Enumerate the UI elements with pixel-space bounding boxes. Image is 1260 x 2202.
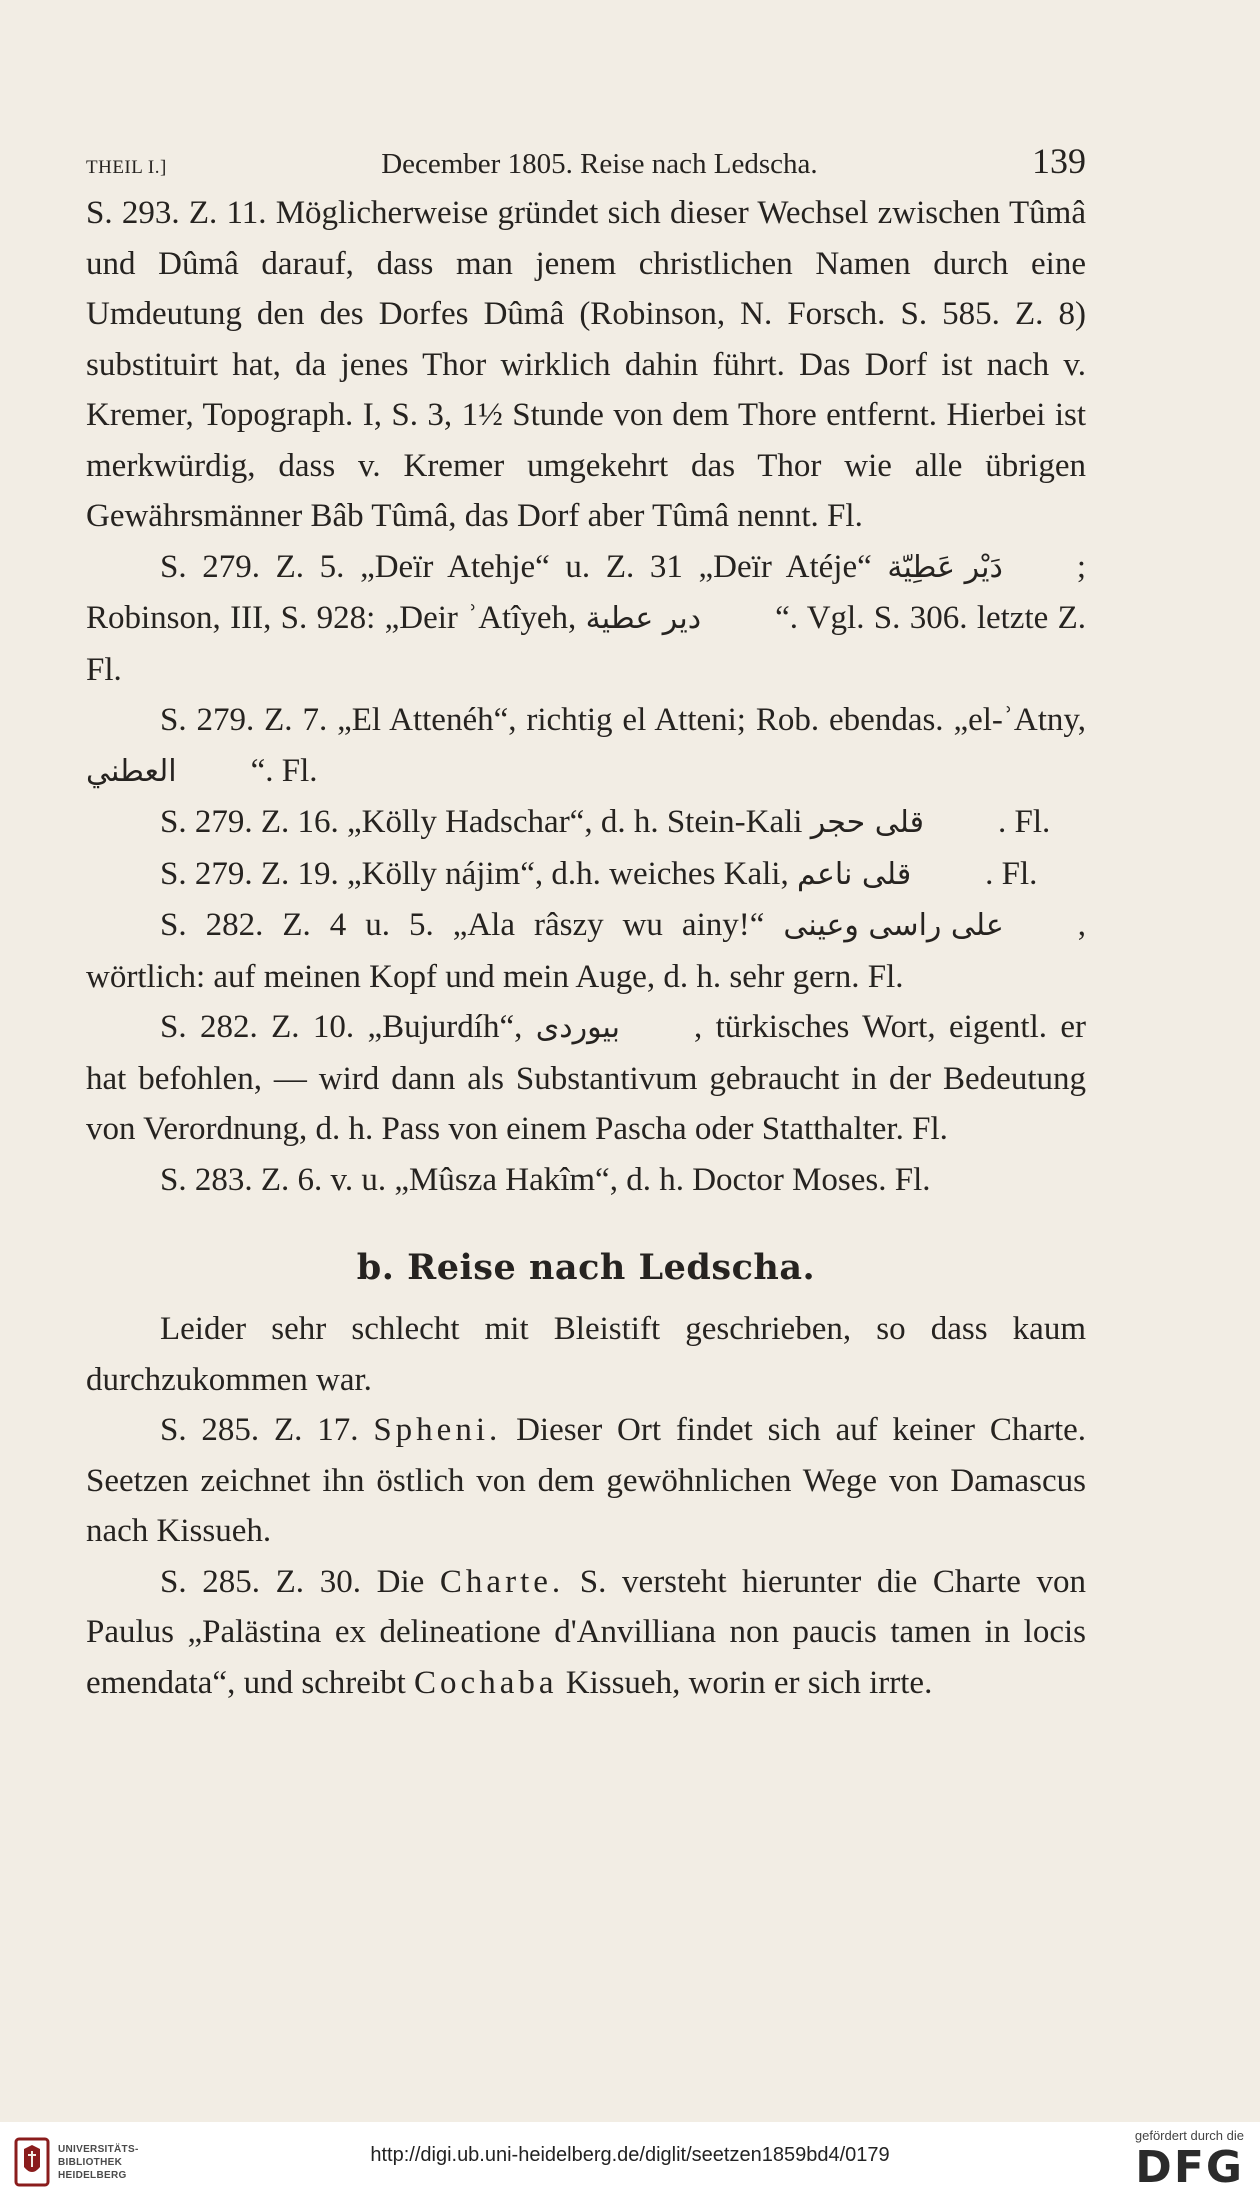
arabic-text: قلى ناعم <box>796 856 912 892</box>
entry-282-4 <box>86 900 1086 1002</box>
entry-text: S. 279. Z. 16. „Kölly Hadschar“, d. h. Stein-Kali <box>160 804 803 840</box>
entry-text: S. 282. Z. 4 u. 5. „Ala râszy wu ainy!“ <box>160 907 765 943</box>
dfg-logo: DFG <box>1135 2142 1244 2193</box>
logo-line: HEIDELBERG <box>58 2169 127 2181</box>
entry-text: S. 279. Z. 5. „Deïr Atehje“ u. Z. 31 „Deïr Atéje“ <box>160 548 872 585</box>
entry-text: S. 279. Z. 7. „El Attenéh“, richtig el Atteni; Rob. ebendas. „el-ʾAtny, <box>160 702 1086 738</box>
entry-text: “. Vgl. S. 306. letzte Z. Fl. <box>86 600 1087 688</box>
logo-text <box>58 2143 139 2182</box>
entry-text: , türkisches Wort, eigentl. er hat befohlen, — wird dann als Substantivum gebraucht in der Bedeutung von Verordnung, d. h. Pass von einem Pascha oder Statthalter. Fl. <box>86 1009 1086 1147</box>
paragraph-note-293: S. 293. Z. 11. Möglicherweise gründet sich dieser Wechsel zwischen Tûmâ und Dûmâ darauf, dass man jenem christlichen Namen durch eine Umdeutung den des Dorfes Dûmâ (Robinson, N. Forsch. S. 585. Z. 8) substituirt hat, da jenes Thor wirklich dahin führt. Das Dorf ist nach v. Kremer, Topograph. I, S. 3, 1½ Stunde von dem Thore entfernt. Hierbei ist merkwürdig, dass v. Kremer umgekehrt das Thor wie alle übrigen Gewährsmänner Bâb Tûmâ, das Dorf aber Tûmâ nennt. Fl. <box>86 195 1086 534</box>
entry-279-19 <box>86 849 1086 901</box>
logo-line: BIBLIOTHEK <box>58 2156 123 2168</box>
spaced-term: Cochaba <box>414 1664 558 1701</box>
arabic-text: العطني <box>86 753 177 789</box>
entry-text: . Fl. <box>985 855 1038 892</box>
entry-text: S. 283. Z. 6. v. u. „Mûsza Hakîm“, d. h. Doctor Moses. Fl. <box>160 1161 931 1198</box>
arabic-text: قلى حجر <box>810 805 924 840</box>
entry-282-10 <box>86 1002 1086 1155</box>
section-intro: Leider sehr schlecht mit Bleistift geschrieben, so dass kaum durchzukommen war. <box>86 1311 1086 1398</box>
spaced-term: Spheni. <box>373 1412 502 1448</box>
arabic-text: دير عطية <box>585 601 702 636</box>
seal-icon <box>14 2137 50 2187</box>
entry-285-30 <box>86 1557 1086 1709</box>
funder-caption: gefördert durch die <box>1134 2128 1244 2143</box>
logo-line: UNIVERSITÄTS- <box>58 2143 139 2155</box>
spaced-term: Charte. <box>439 1563 565 1600</box>
header-title: December 1805. Reise nach Ledscha. <box>381 148 818 180</box>
entry-279-7 <box>86 695 1086 797</box>
entry-text: S. 285. Z. 17. <box>160 1412 359 1448</box>
entry-text: S. 282. Z. 10. „Bujurdíh“, <box>160 1009 523 1045</box>
entry-text: S. versteht hierunter die Charte von Paulus „Palästina ex delineatione d'Anvilliana non paucis tamen in locis emendata“, und schreibt <box>86 1563 1087 1701</box>
permalink-url[interactable]: http://digi.ub.uni-heidelberg.de/diglit/seetzen1859bd4/0179 <box>370 2144 890 2166</box>
book-page <box>86 140 1086 1708</box>
entry-text: . Fl. <box>998 804 1051 840</box>
entry-text: , wörtlich: auf meinen Kopf und mein Auge, d. h. sehr gern. Fl. <box>86 907 1087 995</box>
viewer-footer <box>0 2122 1260 2202</box>
entry-text: Kissueh, worin er sich irrte. <box>565 1664 933 1701</box>
university-library-logo[interactable] <box>14 2134 154 2190</box>
entry-text: S. 279. Z. 19. „Kölly nájim“, d.h. weiches Kali, <box>160 855 789 892</box>
entry-283-6 <box>86 1155 1086 1206</box>
page-number: 139 <box>1031 141 1086 181</box>
entry-285-17 <box>86 1405 1086 1557</box>
arabic-text: بيوردى <box>535 1010 620 1045</box>
funder-logo[interactable] <box>1114 2128 1244 2193</box>
entry-text: “. Fl. <box>250 752 318 789</box>
header-volume: THEIL I.] <box>86 157 167 178</box>
arabic-text: دَيْر عَطِيّة <box>887 549 1003 585</box>
entry-279-16 <box>86 797 1086 849</box>
section-heading: b. Reise nach Ledscha. <box>356 1247 816 1288</box>
entry-text: Dieser Ort findet sich auf keiner Charte. Seetzen zeichnet ihn östlich von dem gewöhnlichen Wege von Damascus nach Kissueh. <box>86 1412 1087 1549</box>
arabic-text: على راسى وعينى <box>783 908 1004 943</box>
running-header <box>86 140 1086 182</box>
entry-text: S. 285. Z. 30. Die <box>160 1563 425 1600</box>
entry-279-5 <box>86 542 1086 696</box>
entry-text: ; Robinson, III, S. 928: „Deir ʾAtîyeh, <box>86 548 1087 636</box>
